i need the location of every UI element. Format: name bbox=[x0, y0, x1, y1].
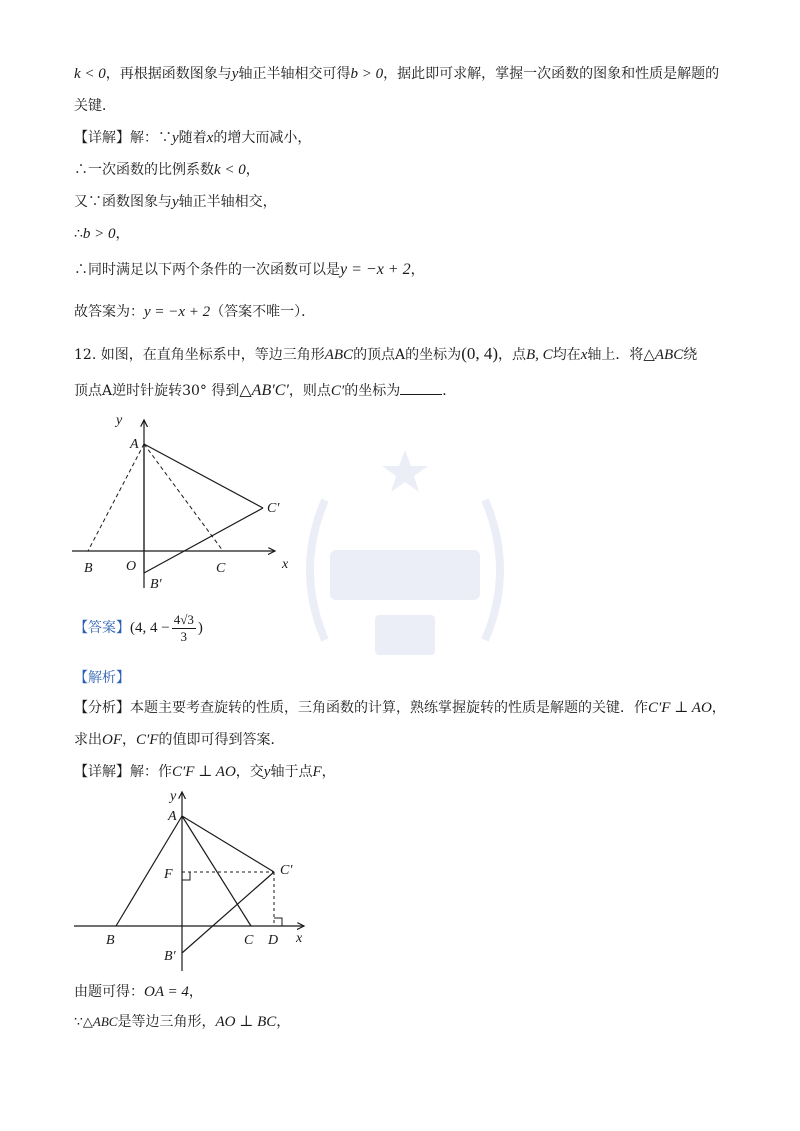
detail-section: 【详解】解：∵y随着x的增大而减小， bbox=[74, 130, 312, 146]
label-A: A bbox=[130, 437, 139, 452]
text-line: ∴一次函数的比例系数k < 0， bbox=[74, 162, 260, 178]
label-C: C bbox=[244, 933, 254, 948]
label-F: F bbox=[164, 867, 173, 882]
answer-line: 故答案为：y = −x + 2（答案不唯一）． bbox=[74, 304, 316, 320]
question-12-cont: 顶点A逆时针旋转30° 得到△AB′C′，则点C′的坐标为 ． bbox=[74, 382, 457, 399]
text-line: 关键． bbox=[74, 98, 116, 114]
text-line: k < 0，再根据函数图象与y轴正半轴相交可得b > 0，据此即可求解，掌握一次函数的图象和性质是解题的 bbox=[74, 66, 720, 82]
figure-1 bbox=[60, 408, 300, 593]
label-B: B bbox=[84, 561, 93, 576]
analysis-line: 求出OF，C′F的值即可得到答案． bbox=[74, 732, 285, 748]
fraction: $\frac{4√3}{3}$ bbox=[173, 611, 194, 644]
text-line: ∴同时满足以下两个条件的一次函数可以是y = −x + 2， bbox=[74, 261, 425, 278]
label-A: A bbox=[168, 809, 177, 824]
detail-line: 【详解】解：作C′F ⊥ AO，交y轴于点F， bbox=[74, 764, 336, 780]
label-y: y bbox=[170, 789, 177, 804]
label-D: D bbox=[268, 933, 279, 948]
question-12: 12. 如图，在直角坐标系中，等边三角形ABC的顶点A的坐标为(0, 4)，点B, C均在x轴上．将△ABC绕 bbox=[74, 344, 698, 363]
label-y: y bbox=[116, 413, 123, 428]
label-Cp: C′ bbox=[280, 863, 293, 878]
label-Bp: B′ bbox=[164, 949, 176, 964]
watermark-logo bbox=[285, 440, 525, 690]
text-line: ∵△ABC是等边三角形，AO ⊥ BC， bbox=[74, 1014, 291, 1030]
label-Cp: C′ bbox=[267, 501, 280, 516]
label-x: x bbox=[282, 557, 289, 572]
math-k-lt0: k < 0 bbox=[74, 66, 106, 82]
text-line: ∴b > 0， bbox=[74, 226, 130, 242]
text-line: 由题可得：OA = 4， bbox=[74, 984, 203, 1000]
figure-2 bbox=[66, 786, 316, 976]
analysis-heading: 【解析】 bbox=[74, 670, 130, 686]
label-x: x bbox=[296, 931, 303, 946]
text-line: 又∵函数图象与y轴正半轴相交， bbox=[74, 194, 277, 210]
label-B: B bbox=[106, 933, 115, 948]
answer-blank bbox=[400, 380, 442, 395]
label-C: C bbox=[216, 561, 226, 576]
label-Bp: B′ bbox=[150, 577, 162, 592]
analysis-line: 【分析】本题主要考查旋转的性质，三角函数的计算，熟练掌握旋转的性质是解题的关键．作C′F ⊥ AO， bbox=[74, 700, 726, 716]
answer-section: 【答案】(4, 4 − $\frac{4√3}{3}$ ) bbox=[74, 611, 203, 644]
label-O: O bbox=[126, 559, 137, 574]
